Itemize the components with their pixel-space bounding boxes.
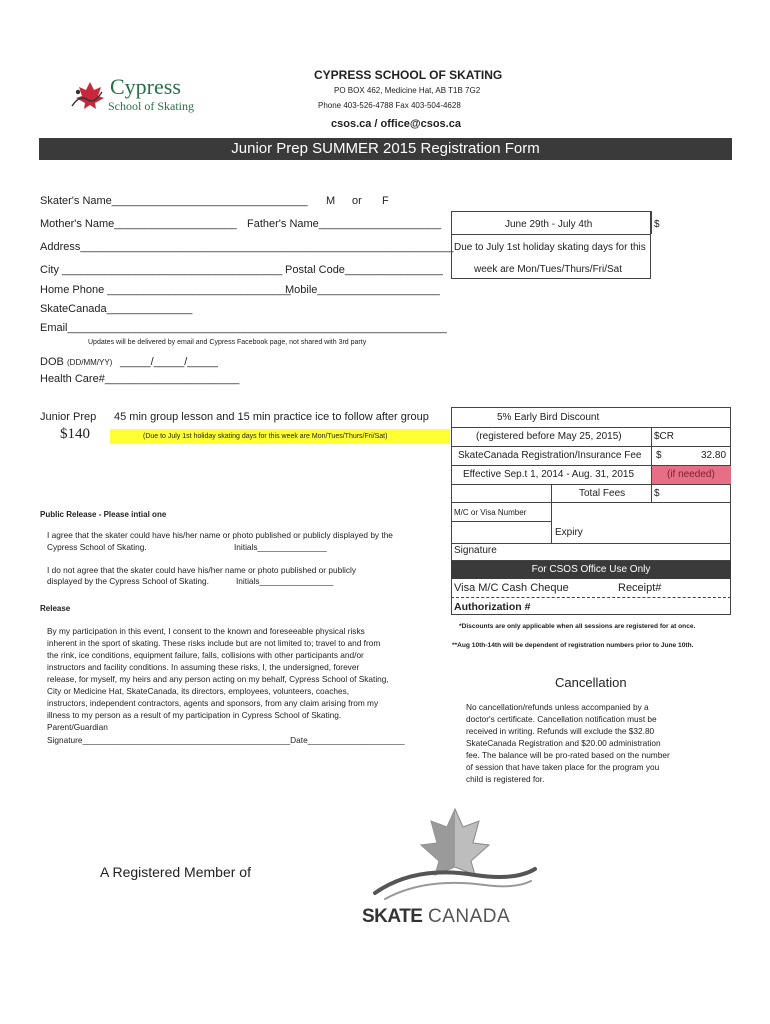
skatecanada-field[interactable]: SkateCanada______________ (40, 303, 193, 315)
health-care-field[interactable]: Health Care#______________________ (40, 373, 240, 385)
session-dollar[interactable]: $ (654, 219, 660, 230)
email-field[interactable]: Email______________________________________________________________ (40, 322, 447, 334)
divider (451, 427, 731, 428)
release-signature-field[interactable]: Signature_____________________________________________Date_____________________ (47, 735, 405, 745)
divider (451, 484, 731, 485)
canada-word: CANADA (428, 906, 511, 927)
expiry-field[interactable]: Expiry (555, 527, 583, 538)
divider (551, 484, 552, 503)
father-name-field[interactable]: Father's Name____________________ (247, 218, 442, 230)
org-phone-fax: Phone 403-526-4788 Fax 403-504-4628 (318, 101, 461, 110)
disagree-line-2: displayed by the Cypress School of Skating. (47, 576, 209, 586)
public-release-heading: Public Release - Please intial one (40, 510, 167, 519)
office-use-label: For CSOS Office Use Only (531, 564, 651, 575)
release-line: City or Medicine Hat, SkateCanada, its directors, employees, volunteers, coaches, (47, 686, 350, 696)
home-phone-field[interactable]: Home Phone ______________________________ (40, 284, 291, 296)
org-address: PO BOX 462, Medicine Hat, AB T1B 7G2 (334, 86, 481, 95)
divider (451, 543, 731, 544)
skate-canada-leaf-icon (355, 805, 545, 905)
release-line: instructors, independent contractors, agents and sponsors, from any claim arising from my (47, 698, 379, 708)
gender-f[interactable]: F (382, 195, 389, 207)
org-web-email[interactable]: csos.ca / office@csos.ca (331, 118, 461, 130)
if-needed-label: (if needed) (667, 469, 715, 480)
effective-dates: Effective Sep.t 1, 2014 - Aug. 31, 2015 (463, 469, 635, 480)
divider (651, 211, 652, 234)
cancellation-line: SkateCanada Registration and $20.00 administration (466, 738, 661, 748)
agree-line-1: I agree that the skater could have his/her name or photo published or publicly displayed by the (47, 530, 393, 540)
release-line: By my participation in this event, I consent to the known and foreseeable physical risks (47, 626, 365, 636)
early-bird-deadline: (registered before May 25, 2015) (476, 431, 622, 442)
dob-label: DOB (40, 356, 64, 368)
signature-field[interactable]: Signature (454, 545, 497, 556)
dob-format: (DD/MM/YY) (67, 358, 113, 367)
skatecanada-fee-label: SkateCanada Registration/Insurance Fee (458, 450, 642, 461)
cancellation-heading: Cancellation (555, 675, 627, 690)
mobile-field[interactable]: Mobile____________________ (285, 284, 440, 296)
cancellation-line: fee. The balance will be pro-rated based on the number (466, 750, 670, 760)
receipt-number[interactable]: Receipt# (618, 582, 662, 594)
program-description: 45 min group lesson and 15 min practice ice to follow after group (114, 411, 429, 423)
city-field[interactable]: City ____________________________________ (40, 264, 283, 276)
divider (451, 446, 731, 447)
divider (651, 427, 652, 503)
total-fees-dollar[interactable]: $ (654, 488, 660, 499)
skater-name-field[interactable]: Skater's Name________________________________ (40, 195, 308, 207)
cancellation-line: received in writing. Refunds will exclude the $32.80 (466, 726, 655, 736)
agree-line-2: Cypress School of Skating. (47, 542, 147, 552)
payment-methods[interactable]: Visa M/C Cash Cheque (454, 582, 569, 594)
disagree-line-1: I do not agree that the skater could have his/her name or photo published or publicly (47, 565, 357, 575)
discount-note: *Discounts are only applicable when all sessions are registered for at once. (459, 623, 696, 630)
agree-initials-field[interactable]: Initials_______________ (234, 542, 327, 552)
program-price: $140 (60, 426, 90, 442)
divider (451, 597, 731, 598)
cancellation-line: No cancellation/refunds unless accompanied by a (466, 702, 649, 712)
skate-canada-logo (355, 805, 545, 930)
divider (551, 503, 552, 544)
holiday-note-2: week are Mon/Tues/Thurs/Fri/Sat (474, 264, 623, 275)
skater-leaf-icon (68, 76, 108, 116)
skate-word: SKATE (362, 906, 423, 927)
early-bird-credit[interactable]: $CR (654, 431, 675, 442)
divider (451, 521, 551, 522)
address-field[interactable]: Address_____________________________________________________________ (40, 241, 454, 253)
release-heading: Release (40, 604, 71, 613)
holiday-note-1: Due to July 1st holiday skating days for this (454, 242, 646, 253)
registered-member-label: A Registered Member of (100, 864, 251, 880)
aug-note: **Aug 10th-14th will be dependent of registration numbers prior to June 10th. (452, 642, 694, 649)
dob-field[interactable]: _____/_____/_____ (120, 356, 218, 368)
disagree-initials-field[interactable]: Initials________________ (236, 576, 334, 586)
cancellation-line: of session that have taken place for the program you (466, 762, 660, 772)
release-line: inherent in the sport of skating. These risks include but are not limited to; travel to and from (47, 638, 381, 648)
skatecanada-fee-dollar: $ (656, 450, 662, 461)
logo-subtitle: School of Skating (108, 99, 194, 113)
session-dates: June 29th - July 4th (505, 219, 593, 230)
release-line: illness to my person as a result of my participation in Cypress School of Skating. (47, 710, 342, 720)
release-line: release, for myself, my heirs and any person acting on my behalf, Cypress School of Skating, (47, 674, 389, 684)
divider (451, 234, 651, 235)
cancellation-line: doctor's certificate. Cancellation notification must be (466, 714, 657, 724)
authorization-number[interactable]: Authorization # (454, 601, 531, 613)
cancellation-line: child is registered for. (466, 774, 545, 784)
mc-visa-number-field[interactable]: M/C or Visa Number (454, 508, 527, 517)
updates-note: Updates will be delivered by email and Cypress Facebook page, not shared with 3rd party (88, 339, 367, 346)
release-line: the rink, ice conditions, equipment failure, falls, collisions with other participants and/or (47, 650, 364, 660)
form-title: Junior Prep SUMMER 2015 Registration Form (231, 140, 540, 157)
gender-m[interactable]: M (326, 195, 336, 207)
gender-or: or (352, 195, 362, 207)
org-name: CYPRESS SCHOOL OF SKATING (314, 68, 503, 82)
postal-code-field[interactable]: Postal Code________________ (285, 264, 443, 276)
release-line: Parent/Guardian (47, 722, 108, 732)
skatecanada-fee-amount: 32.80 (701, 450, 727, 461)
cypress-logo (68, 74, 218, 120)
early-bird-discount: 5% Early Bird Discount (497, 412, 600, 423)
release-line: instructors and facility conditions. In assuming these risks, I, the undersigned, forever (47, 662, 360, 672)
logo-title: Cypress (110, 74, 181, 99)
mother-name-field[interactable]: Mother's Name____________________ (40, 218, 237, 230)
holiday-highlight-text: (Due to July 1st holiday skating days for this week are Mon/Tues/Thurs/Fri/Sat) (143, 433, 388, 440)
total-fees-label: Total Fees (579, 488, 626, 499)
program-name: Junior Prep (40, 411, 97, 423)
